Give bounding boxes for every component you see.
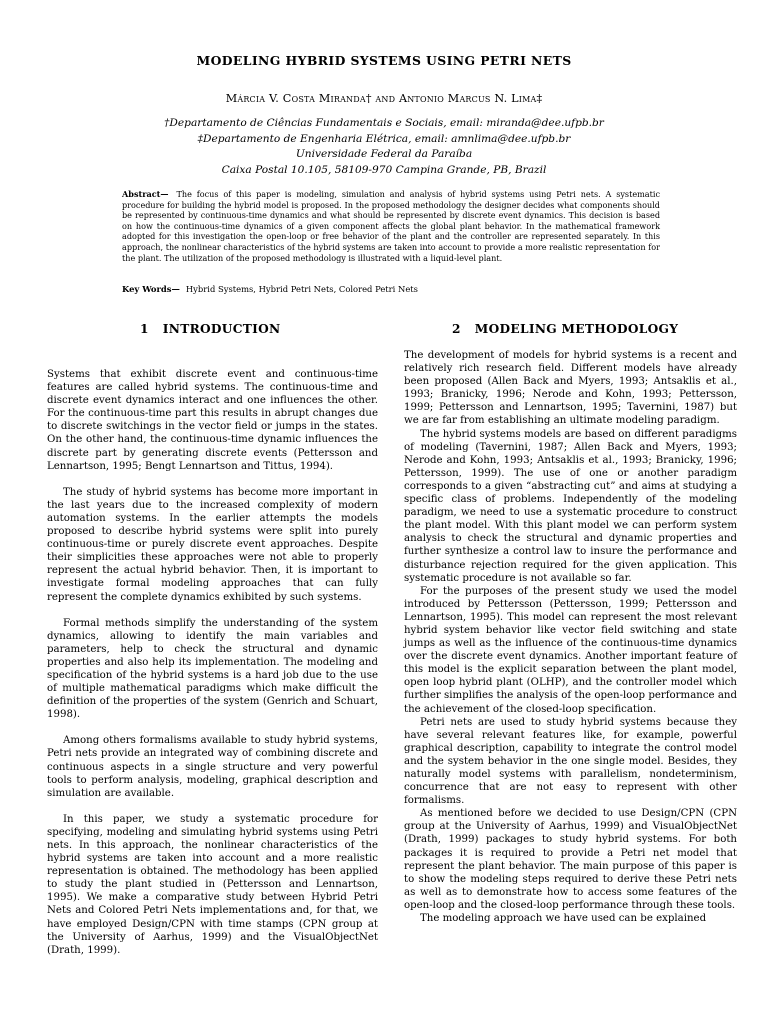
section-number: 1 [140, 322, 149, 336]
section-title: MODELING METHODOLOGY [474, 322, 679, 336]
paragraph: Formal methods simplify the understanding of the system dynamics, allowing to identify the main variables and parameters, help to check the structural and dynamic properties and also help its implementation. The modeling and specification of the hybrid systems is a hard job due to the use of multiple mathematical paradigms which make difficult the definition of the properties of the system (Genrich and Schuart, 1998). [47, 617, 378, 721]
section-heading-modeling-methodology [452, 322, 678, 336]
paragraph: As mentioned before we decided to use Design/CPN (CPN group at the University of Aarhus, 1999) and VisualObjectNet (Drath, 1999) packages to study hybrid systems. For both packages it is required to provide a Petri net model that represent the plant behavior. The main purpose of this paper is to show the modeling steps required to derive these Petri nets as well as to demonstrate how to access some features of the open-loop and the closed-loop performance through these tools. [404, 808, 737, 911]
paragraph: Systems that exhibit discrete event and continuous-time features are called hybrid systems. The continuous-time and discrete event dynamics interact and one influences the other. For the continuous-time part this results in abrupt changes due to discrete switchings in the vector field or jumps in the states. On the other hand, the continuous-time dynamic influences the discrete part by generating discrete events (Pettersson and Lennartson, 1995; Bengt Lennartson and Tittus, 1994). [47, 369, 378, 472]
abstract [122, 189, 660, 263]
keywords [122, 284, 660, 294]
section-number: 2 [452, 322, 461, 336]
methodology-body [404, 349, 737, 925]
paragraph: The study of hybrid systems has become more important in the last years due to the increased complexity of modern automation systems. In the earlier attempts the models proposed to describe hybrid systems were split into purely continuous-time or purely discrete event approaches. Despite their simplicities these approaches were not able to properly represent the actual hybrid behavior. Then, it is important to investigate formal modeling approaches that can fully represent the complete dynamics exhibited by such systems. [47, 486, 378, 603]
section-title: INTRODUCTION [162, 322, 281, 336]
paragraph: The modeling approach we have used can be explained [420, 913, 707, 925]
paper-title: MODELING HYBRID SYSTEMS USING PETRI NETS [196, 53, 572, 68]
keywords-label: Key Words— [122, 284, 180, 294]
abstract-text: The focus of this paper is modeling, simulation and analysis of hybrid systems using Petri nets. A systematic procedure for building the hybrid model is proposed. In the proposed methodology the designer decides what components should be represented by continuous-time dynamics and what should be represented by discrete event dynamics. This decision is based on how the continuous-time dynamics of a given component affects the global plant behavior. In the mathematical framework adopted for this investigation the open-loop or free behavior of the plant and the controller are represented separately. In this approach, the nonlinear characteristics of the hybrid systems are taken into account to provide a more realistic representation for the plant. The utilization of the proposed methodology is illustrated with a liquid-level plant. [122, 189, 660, 263]
abstract-label: Abstract— [122, 189, 169, 199]
paragraph: For the purposes of the present study we used the model introduced by Pettersson (Pettersson, 1999; Pettersson and Lennartson, 1995). This model can represent the most relevant hybrid system behavior like vector field switching and state jumps as well as the influence of the continuous-time dynamics over the discrete event dynamics. Another important feature of this model is the explicit separation between the plant model, open loop hybrid plant (OLHP), and the controller model which further simplifies the analysis of the open-loop performance and the achievement of the closed-loop specification. [404, 585, 737, 715]
affiliation-line: Universidade Federal da Paraíba [295, 148, 473, 160]
paragraph: In this paper, we study a systematic procedure for specifying, modeling and simulating hybrid systems using Petri nets. In this approach, the nonlinear characteristics of the hybrid systems are taken into account and a more realistic representation is obtained. The methodology has been applied to study the plant studied in (Pettersson and Lennartson, 1995). We make a comparative study between Hybrid Petri Nets and Colored Petri Nets implementations and, for that, we have employed Design/CPN with time stamps (CPN group at the University of Aarhus, 1999) and the VisualObjectNet (Drath, 1999). [47, 813, 378, 956]
affiliation-line: †Departamento de Ciências Fundamentais e Sociais, email: miranda@dee.ufpb.br [164, 117, 604, 129]
affiliation-line: Caixa Postal 10.105, 58109-970 Campina Grande, PB, Brazil [221, 163, 547, 176]
keywords-text: Hybrid Systems, Hybrid Petri Nets, Colored Petri Nets [185, 284, 418, 294]
introduction-body [47, 368, 378, 970]
paper-authors: Márcia V. Costa Miranda† and Antonio Marcus N. Lima‡ [225, 92, 543, 105]
paragraph: The hybrid systems models are based on different paradigms of modeling (Tavernini, 1987; Allen Back and Myers, 1993; Nerode and Kohn, 1993; Antsaklis et al., 1993; Branicky, 1996; Pettersson, 1999). The use of one or another paradigm corresponds to a given “abstracting cut” and aims at studying a specific class of problems. Independently of the modeling paradigm, we need to use a systematic procedure to construct the plant model. With this plant model we can perform system analysis to check the structural and dynamic properties and further synthesize a control law to insure the performance and disturbance rejection required for the given application. This systematic procedure is not available so far. [404, 428, 737, 584]
section-heading-introduction [140, 322, 280, 336]
paragraph: Petri nets are used to study hybrid systems because they have several relevant features like, for example, powerful graphical description, capability to integrate the control model and the system behavior in the one single model. Besides, they naturally model systems with parallelism, nondeterminism, concurrence that are not easy to represent with other formalisms. [404, 716, 737, 807]
paragraph: The development of models for hybrid systems is a recent and relatively rich research field. Different models have already been proposed (Allen Back and Myers, 1993; Antsaklis et al., 1993; Branicky, 1996; Nerode and Kohn, 1993; Pettersson, 1999; Pettersson and Lennartson, 1995; Tavernini, 1987) but we are far from establishing an ultimate modeling paradigm. [404, 350, 737, 427]
paragraph: Among others formalisms available to study hybrid systems, Petri nets provide an integrated way of combining discrete and continuous aspects in a single structure and very powerful tools to perform analysis, modeling, graphical description and simulation are available. [47, 735, 378, 799]
affiliations [0, 116, 768, 178]
affiliation-line: ‡Departamento de Engenharia Elétrica, email: amnlima@dee.ufpb.br [197, 132, 571, 145]
